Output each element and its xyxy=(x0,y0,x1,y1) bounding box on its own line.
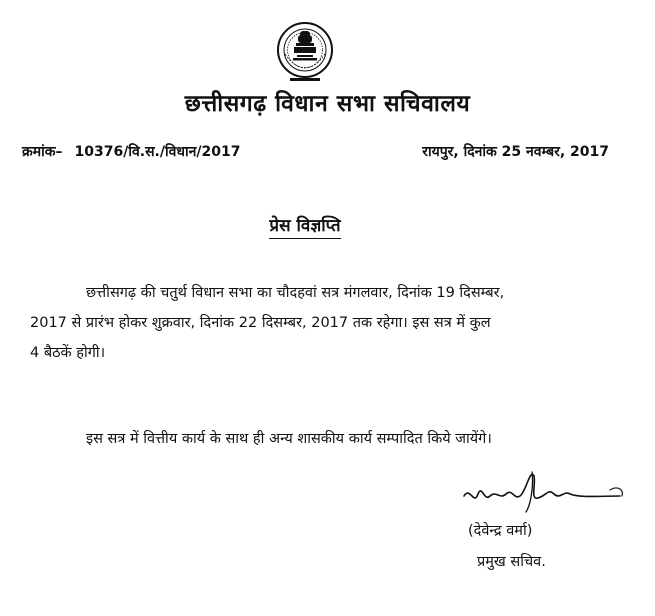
page-title: छत्तीसगढ़ विधान सभा सचिवालय xyxy=(184,91,471,117)
place-date: रायपुर, दिनांक 25 नवम्बर, 2017 xyxy=(422,144,609,160)
press-release-title-text: प्रेस विज्ञप्ति xyxy=(269,216,340,239)
signatory-designation: प्रमुख सचिव. xyxy=(477,554,546,570)
press-release-title xyxy=(0,213,610,236)
signatory-name: (देवेन्द्र वर्मा) xyxy=(468,523,533,539)
reference-value: 10376/वि.स./विधान/2017 xyxy=(74,144,241,160)
reference-label: क्रमांक– xyxy=(22,144,63,160)
body-paragraph-2: इस सत्र में वित्तीय कार्य के साथ ही अन्य शासकीय कार्य सम्पादित किये जायेंगे। xyxy=(86,431,492,447)
body-paragraph-1 xyxy=(30,278,610,368)
paragraph-line: 4 बैठकें होगी। xyxy=(30,345,106,361)
handwritten-signature xyxy=(460,466,630,514)
paragraph-line: 2017 से प्रारंभ होकर शुक्रवार, दिनांक 22 दिसम्बर, 2017 तक रहेगा। इस सत्र में कुल xyxy=(30,315,491,331)
reference-number xyxy=(22,142,240,161)
state-emblem-icon xyxy=(276,20,334,82)
paragraph-line: छत्तीसगढ़ की चतुर्थ विधान सभा का चौदहवां सत्र मंगलवार, दिनांक 19 दिसम्बर, xyxy=(86,285,505,301)
